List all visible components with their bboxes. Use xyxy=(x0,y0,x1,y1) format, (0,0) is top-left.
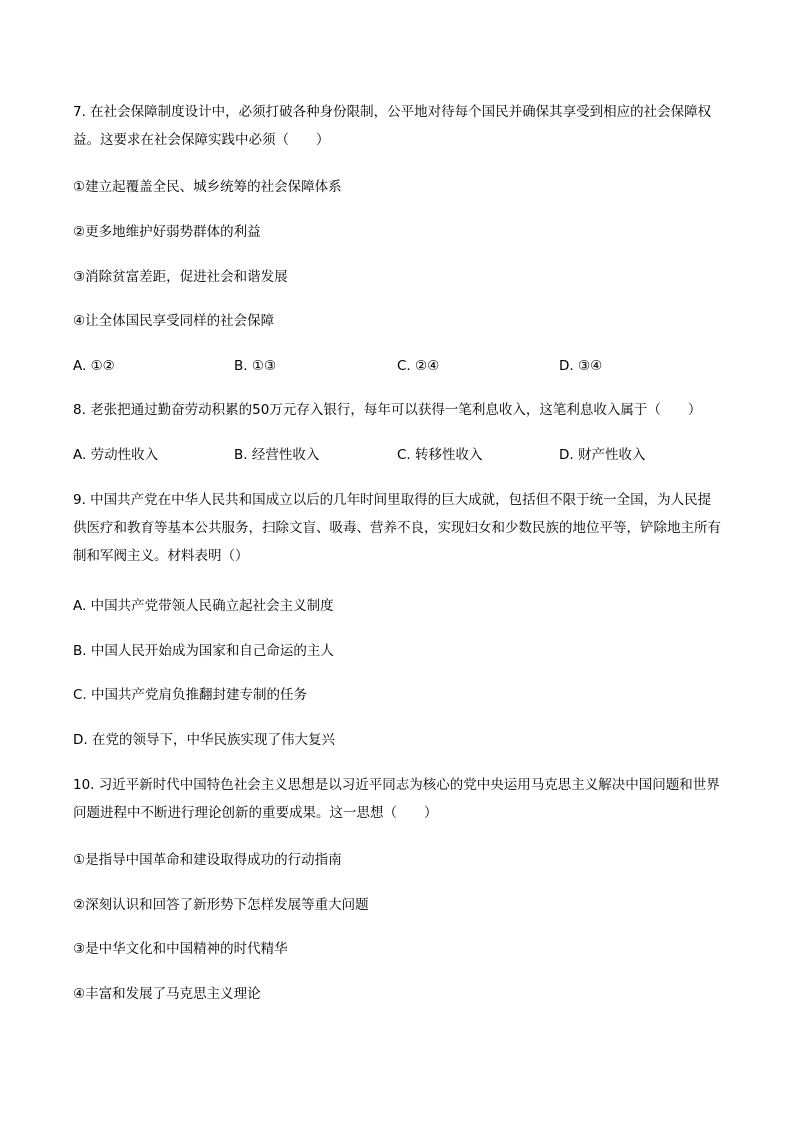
question-8-stem: 8. 老张把通过勤奋劳动积累的50万元存入银行，每年可以获得一笔利息收入，这笔利息收入属于（ ） xyxy=(73,402,702,418)
question-10-stem: 10. 习近平新时代中国特色社会主义思想是以习近平同志为核心的党中央运用马克思主义解决中国问题和世界问题进程中不断进行理论创新的重要成果。这一思想（ ） xyxy=(73,777,720,821)
question-8-option-d: D. 财产性收入 xyxy=(559,447,646,463)
question-7-item-2: ②更多地维护好弱势群体的利益 xyxy=(73,224,261,240)
question-9-option-a: A. 中国共产党带领人民确立起社会主义制度 xyxy=(73,598,334,614)
question-8-option-a: A. 劳动性收入 xyxy=(73,447,159,463)
question-7-item-4: ④让全体国民享受同样的社会保障 xyxy=(73,313,275,329)
question-8-option-c: C. 转移性收入 xyxy=(397,447,483,463)
question-7-option-b: B. ①③ xyxy=(234,358,277,374)
question-10-item-3: ③是中华文化和中国精神的时代精华 xyxy=(73,941,288,957)
question-8-option-b: B. 经营性收入 xyxy=(234,447,320,463)
question-9-stem: 9. 中国共产党在中华人民共和国成立以后的几年时间里取得的巨大成就，包括但不限于统一全国，为人民提供医疗和教育等基本公共服务，扫除文盲、吸毒、营养不良，实现妇女和少数民族的地位平等，铲除地主所有制和军阀主义。材料表明（） xyxy=(73,492,721,564)
question-7-option-a: A. ①② xyxy=(73,358,115,374)
question-7-option-c: C. ②④ xyxy=(397,358,440,374)
question-9-option-b: B. 中国人民开始成为国家和自己命运的主人 xyxy=(73,643,334,659)
question-10-item-2: ②深刻认识和回答了新形势下怎样发展等重大问题 xyxy=(73,897,369,913)
question-9-option-c: C. 中国共产党肩负推翻封建专制的任务 xyxy=(73,687,308,703)
question-7-item-1: ①建立起覆盖全民、城乡统筹的社会保障体系 xyxy=(73,179,342,195)
question-7-option-d: D. ③④ xyxy=(559,358,603,374)
question-7-stem: 7. 在社会保障制度设计中，必须打破各种身份限制，公平地对待每个国民并确保其享受到相应的社会保障权益。这要求在社会保障实践中必须（ ） xyxy=(73,104,712,148)
question-9-option-d: D. 在党的领导下，中华民族实现了伟大复兴 xyxy=(73,732,335,748)
question-10-item-4: ④丰富和发展了马克思主义理论 xyxy=(73,986,261,1002)
question-7-item-3: ③消除贫富差距，促进社会和谐发展 xyxy=(73,269,288,285)
question-10-item-1: ①是指导中国革命和建设取得成功的行动指南 xyxy=(73,852,342,868)
